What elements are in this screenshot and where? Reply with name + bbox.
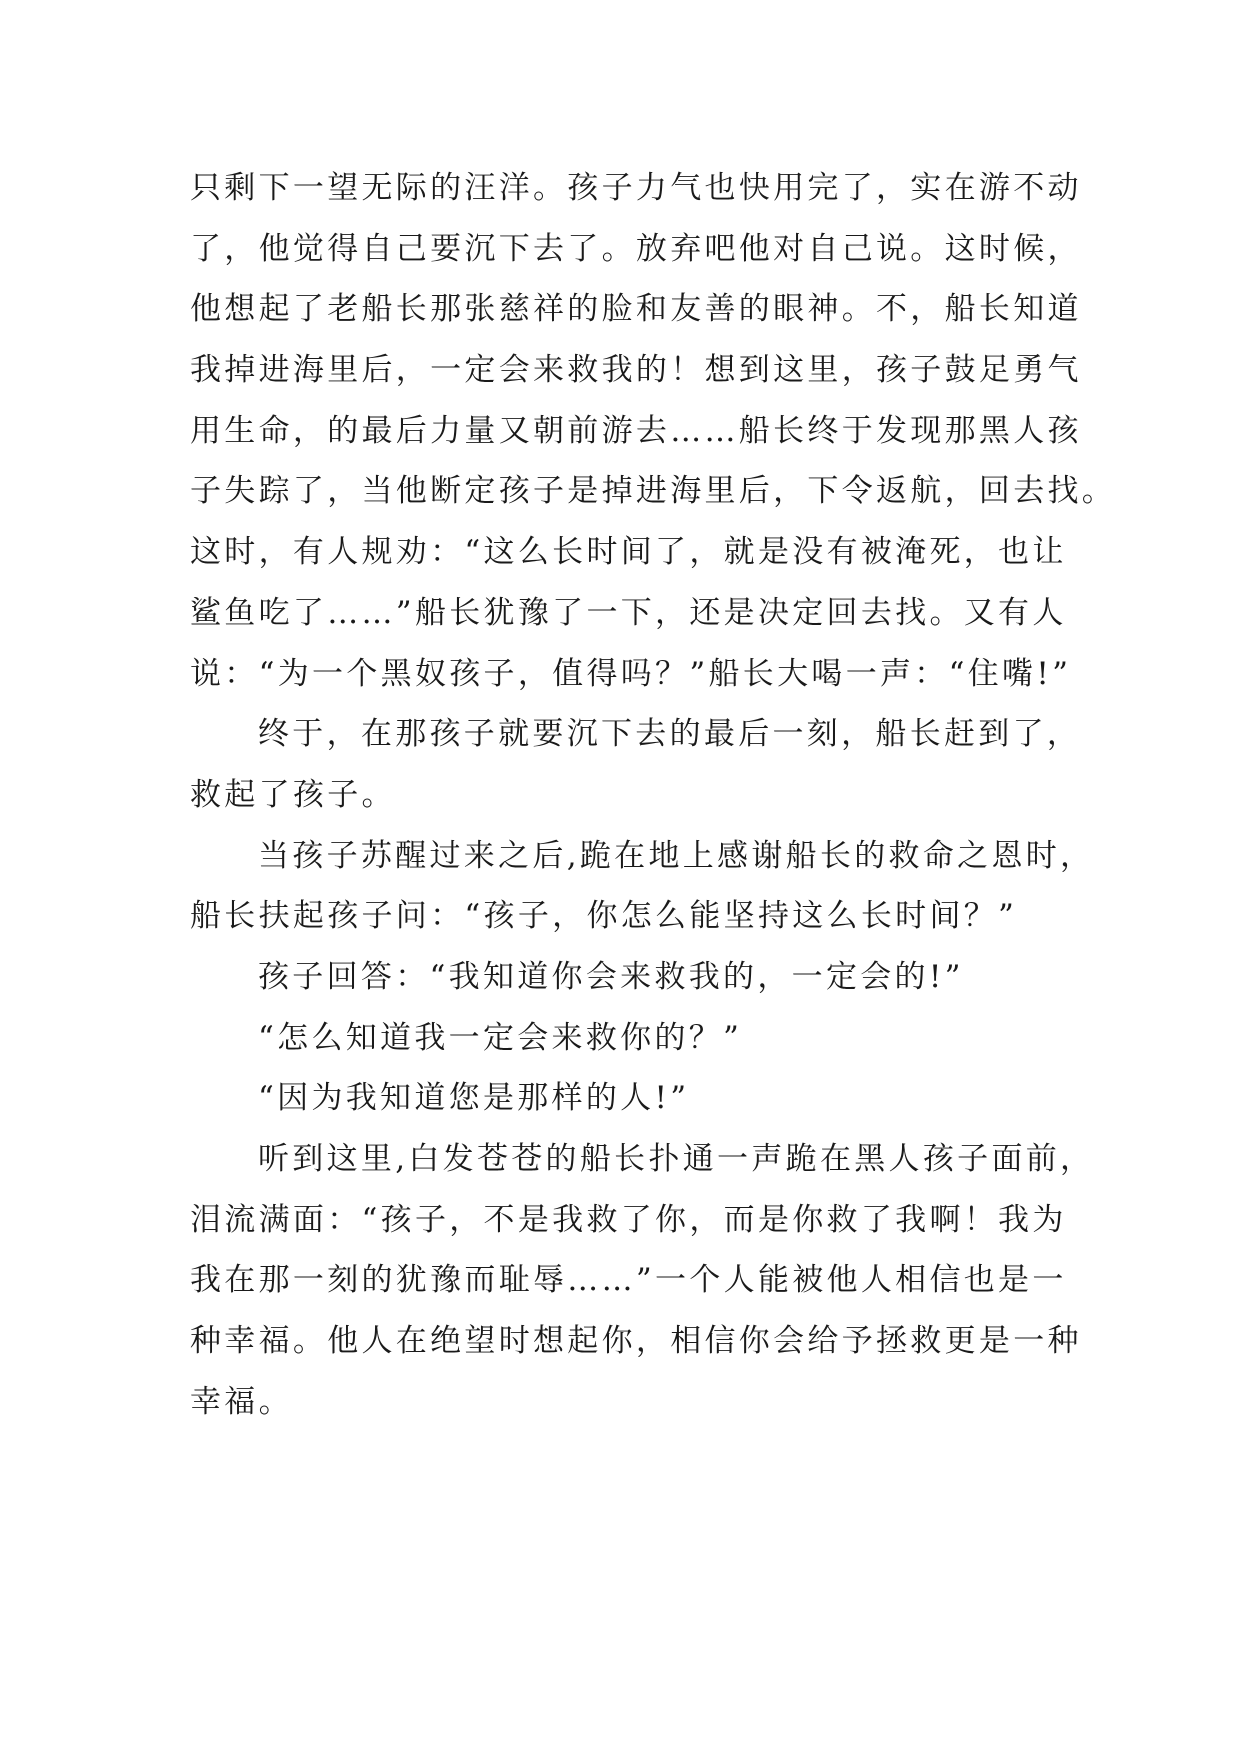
text-line: 子失踪了，当他断定孩子是掉进海里后，下令返航，回去找。 bbox=[190, 473, 1117, 510]
text-line: 救起了孩子。 bbox=[190, 776, 396, 813]
text-line: 种幸福。他人在绝望时想起你，相信你会给予拯救更是一种 bbox=[190, 1323, 1082, 1360]
text-line: 鲨鱼吃了……”船长犹豫了一下，还是决定回去找。又有人 bbox=[190, 594, 1067, 631]
text-line: 我在那一刻的犹豫而耻辱……”一个人能被他人相信也是一 bbox=[190, 1262, 1067, 1299]
paragraph-start-line: 终于，在那孩子就要沉下去的最后一刻，船长赶到了， bbox=[258, 716, 1082, 753]
text-line: 我掉进海里后，一定会来救我的！想到这里，孩子鼓足勇气 bbox=[190, 352, 1082, 389]
text-line: 这时，有人规劝：“这么长时间了，就是没有被淹死，也让 bbox=[190, 534, 1067, 571]
text-line: 用生命，的最后力量又朝前游去……船长终于发现那黑人孩 bbox=[190, 412, 1082, 449]
paragraph-start-line: 听到这里,白发苍苍的船长扑通一声跪在黑人孩子面前， bbox=[258, 1141, 1095, 1177]
paragraph-start-line: “因为我知道您是那样的人!” bbox=[258, 1080, 690, 1117]
paragraph-start-line: 孩子回答：“我知道你会来救我的，一定会的!” bbox=[258, 958, 964, 995]
text-line: 泪流满面：“孩子，不是我救了你，而是你救了我啊！我为 bbox=[190, 1201, 1067, 1238]
text-line: 了，他觉得自己要沉下去了。放弃吧他对自己说。这时候， bbox=[190, 230, 1082, 267]
text-line: 船长扶起孩子问：“孩子，你怎么能坚持这么长时间？” bbox=[190, 898, 1018, 935]
text-line: 只剩下一望无际的汪洋。孩子力气也快用完了，实在游不动 bbox=[190, 170, 1082, 206]
paragraph-start-line: 当孩子苏醒过来之后,跪在地上感谢船长的救命之恩时， bbox=[258, 837, 1095, 874]
text-line: 他想起了老船长那张慈祥的脸和友善的眼神。不，船长知道 bbox=[190, 291, 1082, 328]
text-line: 幸福。 bbox=[190, 1383, 293, 1420]
text-line: 说：“为一个黑奴孩子，值得吗？”船长大喝一声：“住嘴!” bbox=[190, 655, 1072, 692]
story-text bbox=[190, 158, 1117, 1432]
paragraph-start-line: “怎么知道我一定会来救你的？” bbox=[258, 1019, 743, 1056]
